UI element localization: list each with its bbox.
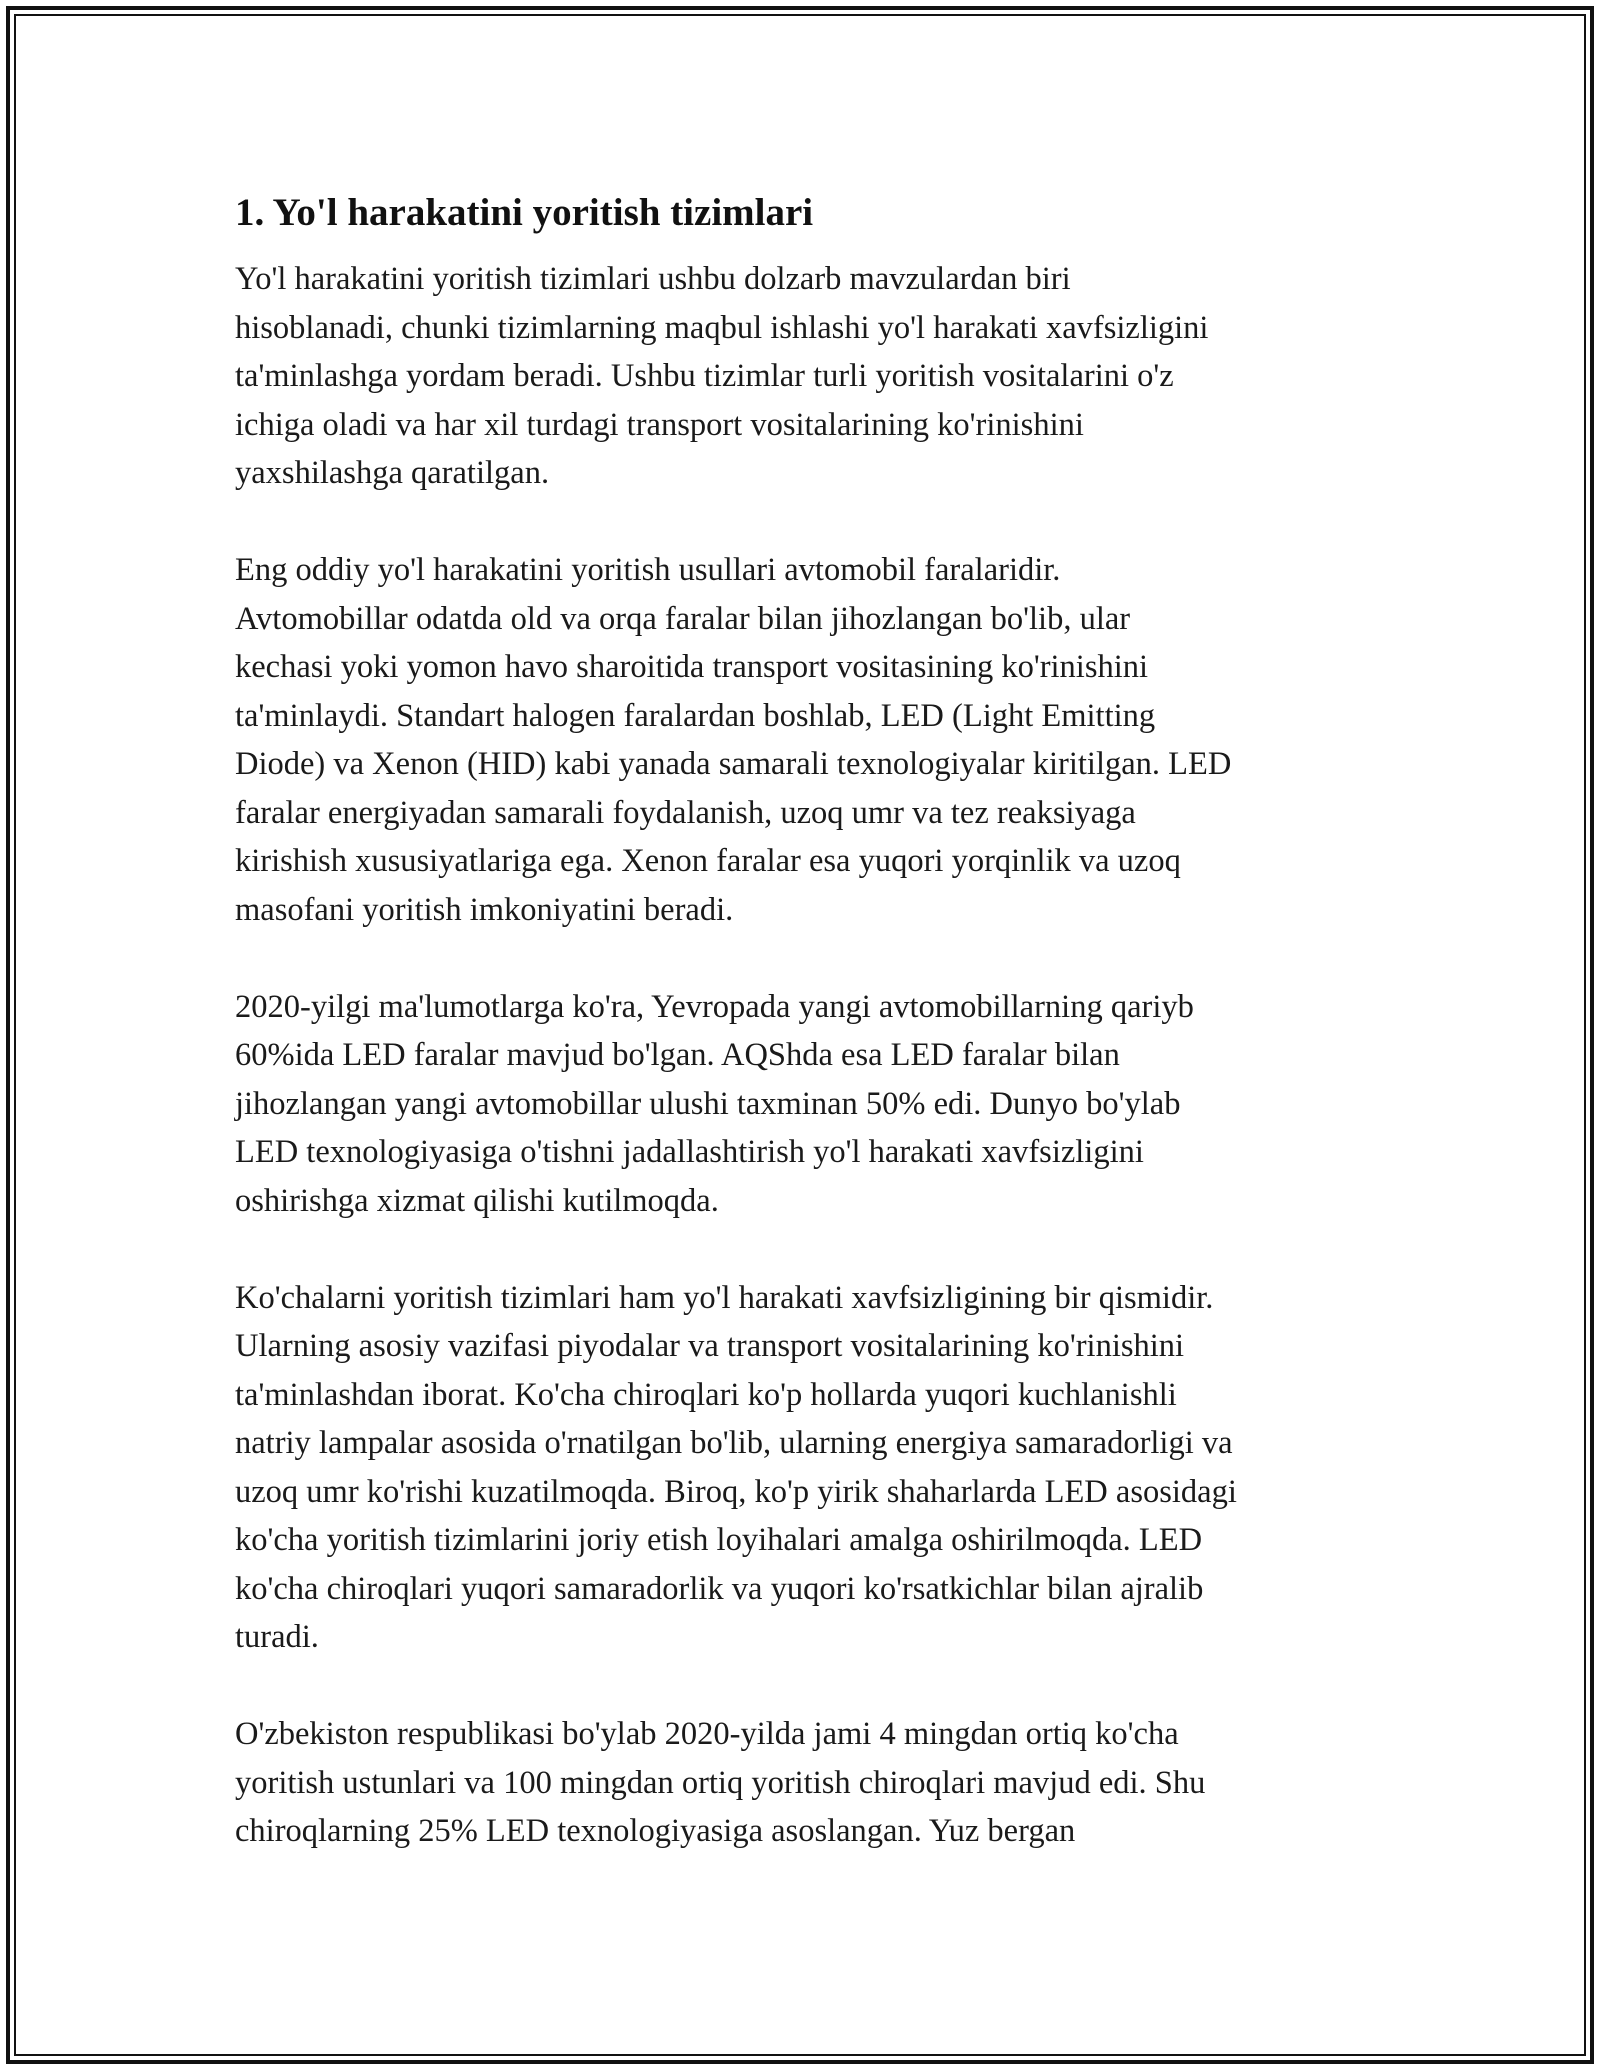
- document-body: [235, 185, 1370, 1904]
- text-line: yaxshilashga qaratilgan.: [235, 455, 550, 491]
- text-line: jihozlangan yangi avtomobillar ulushi taxminan 50% edi. Dunyo bo'ylab: [235, 1085, 1181, 1122]
- text-line: masofani yoritish imkoniyatini beradi.: [235, 891, 734, 928]
- text-line: turadi.: [235, 1619, 319, 1655]
- paragraph-5: [235, 1710, 1370, 1856]
- text-line: Eng oddiy yo'l harakatini yoritish usullari avtomobil faralaridir.: [235, 552, 1061, 588]
- text-line: 60%ida LED faralar mavjud bo'lgan. AQShda esa LED faralar bilan: [235, 1037, 1120, 1073]
- text-line: uzoq umr ko'rishi kuzatilmoqda. Biroq, ko'p yirik shaharlarda LED asosidagi: [235, 1473, 1237, 1510]
- text-line: ko'cha chiroqlari yuqori samaradorlik va yuqori ko'rsatkichlar bilan ajralib: [235, 1570, 1204, 1607]
- paragraph-1: [235, 255, 1370, 498]
- text-line: Ko'chalarni yoritish tizimlari ham yo'l harakati xavfsizligining bir qismidir.: [235, 1279, 1214, 1316]
- section-heading: 1. Yo'l harakatini yoritish tizimlari: [235, 191, 814, 234]
- text-line: ichiga oladi va har xil turdagi transport vositalarining ko'rinishini: [235, 406, 1084, 443]
- text-line: O'zbekiston respublikasi bo'ylab 2020-yilda jami 4 mingdan ortiq ko'cha: [235, 1716, 1179, 1752]
- text-line: ta'minlaydi. Standart halogen faralardan boshlab, LED (Light Emitting: [235, 697, 1156, 734]
- text-line: Diode) va Xenon (HID) kabi yanada samarali texnologiyalar kiritilgan. LED: [235, 746, 1232, 782]
- text-line: Avtomobillar odatda old va orqa faralar bilan jihozlangan bo'lib, ular: [235, 600, 1131, 637]
- text-line: ta'minlashga yordam beradi. Ushbu tizimlar turli yoritish vositalarini o'z: [235, 358, 1174, 394]
- text-line: kechasi yoki yomon havo sharoitida transport vositasining ko'rinishini: [235, 649, 1149, 685]
- text-line: 2020-yilgi ma'lumotlarga ko'ra, Yevropada yangi avtomobillarning qariyb: [235, 988, 1194, 1025]
- text-line: natriy lampalar asosida o'rnatilgan bo'lib, ularning energiya samaradorligi va: [235, 1425, 1233, 1461]
- text-line: kirishish xususiyatlariga ega. Xenon faralar esa yuqori yorqinlik va uzoq: [235, 843, 1181, 879]
- paragraph-3: [235, 983, 1370, 1226]
- text-line: LED texnologiyasiga o'tishni jadallashtirish yo'l harakati xavfsizligini: [235, 1134, 1144, 1170]
- paragraph-4: [235, 1274, 1370, 1662]
- text-line: yoritish ustunlari va 100 mingdan ortiq yoritish chiroqlari mavjud edi. Shu: [235, 1764, 1206, 1801]
- text-line: faralar energiyadan samarali foydalanish, uzoq umr va tez reaksiyaga: [235, 794, 1136, 831]
- text-line: chiroqlarning 25% LED texnologiyasiga asoslangan. Yuz bergan: [235, 1813, 1076, 1849]
- text-line: Yo'l harakatini yoritish tizimlari ushbu dolzarb mavzulardan biri: [235, 261, 1071, 297]
- paragraph-2: [235, 546, 1370, 934]
- text-line: ta'minlashdan iborat. Ko'cha chiroqlari ko'p hollarda yuqori kuchlanishli: [235, 1376, 1177, 1413]
- text-line: Ularning asosiy vazifasi piyodalar va transport vositalarining ko'rinishini: [235, 1328, 1185, 1364]
- text-line: oshirishga xizmat qilishi kutilmoqda.: [235, 1182, 719, 1219]
- text-line: ko'cha yoritish tizimlarini joriy etish loyihalari amalga oshirilmoqda. LED: [235, 1522, 1203, 1558]
- text-line: hisoblanadi, chunki tizimlarning maqbul ishlashi yo'l harakati xavfsizligini: [235, 309, 1209, 346]
